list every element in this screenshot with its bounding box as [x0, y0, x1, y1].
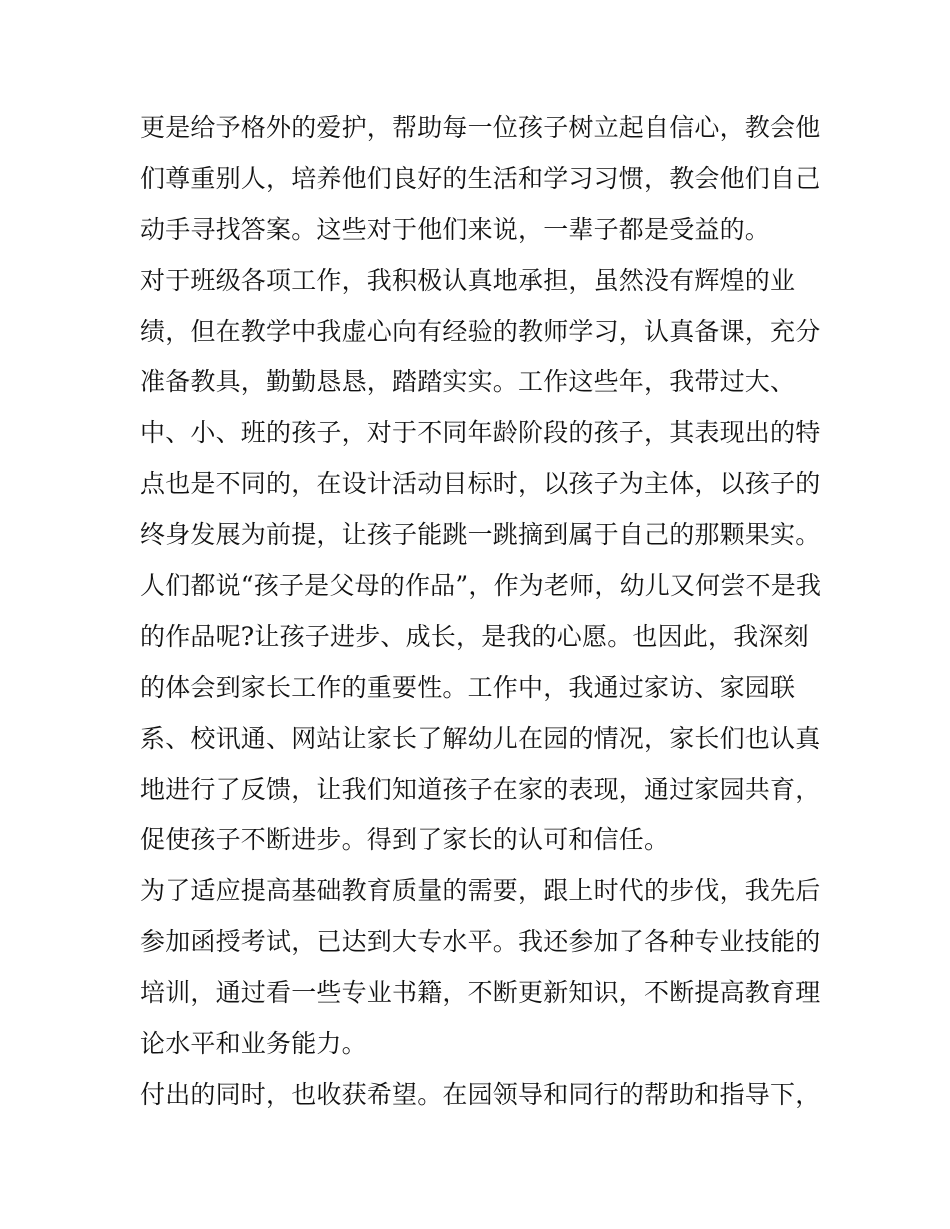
text-line: 点也是不同的，在设计活动目标时，以孩子为主体，以孩子的 [140, 469, 821, 499]
text-line: 系、校讯通、网站让家长了解幼儿在园的情况，家长们也认真 [140, 723, 821, 753]
text-line: 付出的同时，也收获希望。在园领导和同行的帮助和指导下， [140, 1079, 821, 1109]
text-line: 终身发展为前提，让孩子能跳一跳摘到属于自己的那颗果实。 [140, 520, 821, 550]
text-line: 论水平和业务能力。 [140, 1029, 367, 1059]
text-line: 绩，但在教学中我虚心向有经验的教师学习，认真备课，充分 [140, 316, 821, 346]
text-line: 中、小、班的孩子，对于不同年龄阶段的孩子，其表现出的特 [140, 418, 821, 448]
text-line: 们尊重别人，培养他们良好的生活和学习习惯，教会他们自己 [140, 163, 821, 193]
text-line: 为了适应提高基础教育质量的需要，跟上时代的步伐，我先后 [140, 876, 821, 906]
text-line: 动手寻找答案。这些对于他们来说，一辈子都是受益的。 [140, 214, 771, 244]
text-line: 促使孩子不断进步。得到了家长的认可和信任。 [140, 825, 670, 855]
text-line: 的作品呢?让孩子进步、成长，是我的心愿。也因此，我深刻 [140, 621, 809, 651]
body-text [140, 103, 820, 1121]
text-line: 准备教具，勤勤恳恳，踏踏实实。工作这些年，我带过大、 [140, 367, 796, 397]
text-line: 对于班级各项工作，我积极认真地承担，虽然没有辉煌的业 [140, 265, 796, 295]
text-line: 地进行了反馈，让我们知道孩子在家的表现，通过家园共育， [140, 774, 821, 804]
text-line: 的体会到家长工作的重要性。工作中，我通过家访、家园联 [140, 672, 796, 702]
text-line: 培训，通过看一些专业书籍，不断更新知识，不断提高教育理 [140, 978, 821, 1008]
text-line: 更是给予格外的爱护，帮助每一位孩子树立起自信心，教会他 [140, 113, 821, 142]
text-line: 参加函授考试，已达到大专水平。我还参加了各种专业技能的 [140, 927, 821, 957]
text-line: 人们都说“孩子是父母的作品”，作为老师，幼儿又何尝不是我 [140, 571, 822, 601]
